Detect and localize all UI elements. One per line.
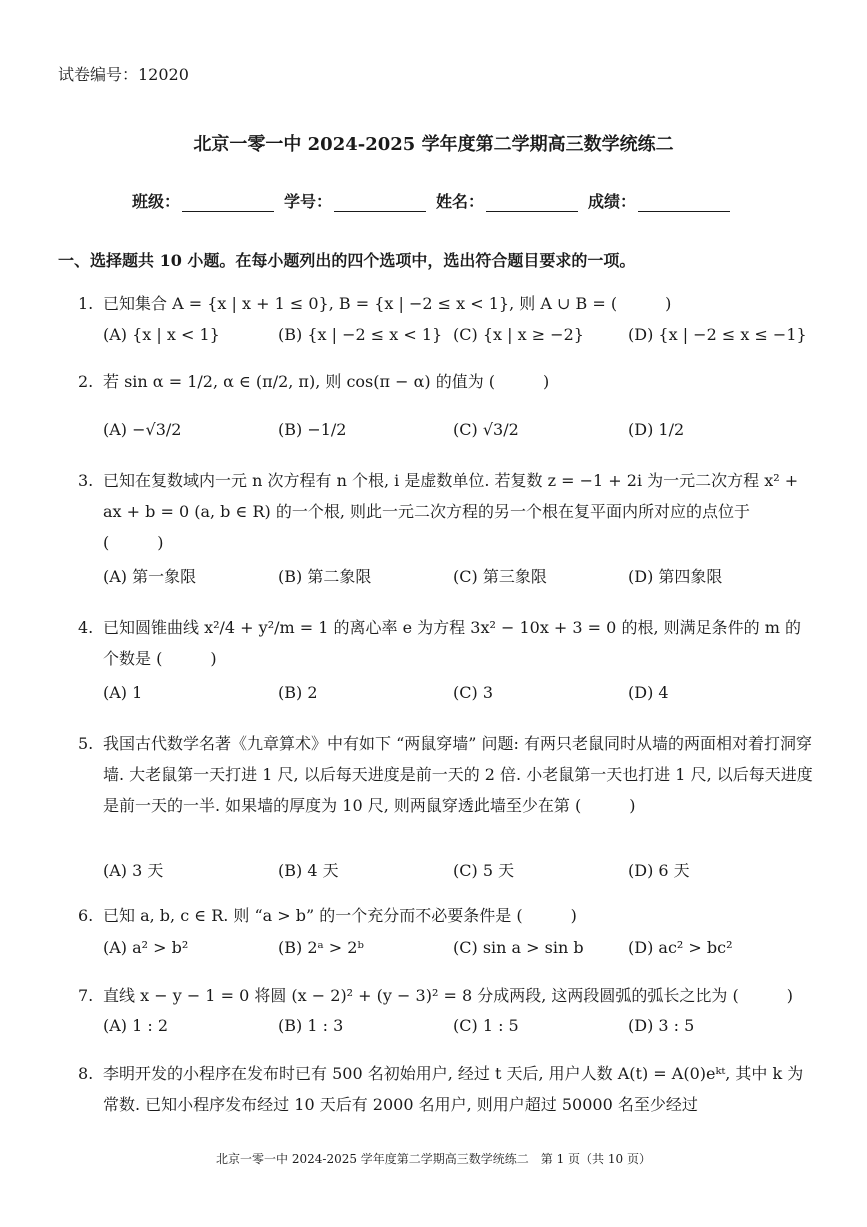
question-4 bbox=[78, 612, 813, 674]
question-3 bbox=[78, 465, 813, 558]
question-stem: 已知集合 A = {x | x + 1 ≤ 0}, B = {x | −2 ≤ x < 1}, 则 A ∪ B = ( ) bbox=[103, 294, 672, 313]
option-d: (D) 3 : 5 bbox=[628, 1016, 695, 1035]
question-number: 6. bbox=[78, 906, 94, 925]
student-id-label: 学号： bbox=[284, 192, 333, 211]
question-stem: 若 sin α = 1/2, α ∈ (π/2, π), 则 cos(π − α) 的值为 ( ) bbox=[103, 372, 550, 391]
question-8 bbox=[78, 1058, 813, 1120]
option-c: (C) 1 : 5 bbox=[453, 1016, 519, 1035]
question-4-options bbox=[103, 683, 823, 707]
question-3-options bbox=[103, 564, 823, 588]
page-footer: 北京一零一中 2024-2025 学年度第二学期高三数学统练二 第 1 页（共 10 页） bbox=[216, 1152, 651, 1166]
option-c: (C) 3 bbox=[453, 683, 493, 702]
option-b: (B) 2 bbox=[278, 683, 318, 702]
option-c: (C) √3/2 bbox=[453, 420, 519, 439]
option-a: (A) {x | x < 1} bbox=[103, 325, 220, 344]
name-blank bbox=[486, 195, 578, 212]
section-heading: 一、选择题共 10 小题。在每小题列出的四个选项中，选出符合题目要求的一项。 bbox=[58, 251, 636, 270]
question-number: 4. bbox=[78, 618, 94, 637]
option-b: (B) 第二象限 bbox=[278, 567, 372, 586]
option-a: (A) −√3/2 bbox=[103, 420, 182, 439]
class-blank bbox=[182, 195, 274, 212]
option-a: (A) a² > b² bbox=[103, 938, 189, 957]
option-b: (B) 4 天 bbox=[278, 861, 339, 880]
option-c: (C) sin a > sin b bbox=[453, 938, 584, 957]
question-2-options bbox=[103, 420, 823, 444]
option-c: (C) 第三象限 bbox=[453, 567, 547, 586]
score-blank bbox=[638, 195, 730, 212]
option-d: (D) {x | −2 ≤ x ≤ −1} bbox=[628, 325, 807, 344]
class-label: 班级： bbox=[132, 192, 181, 211]
question-5 bbox=[78, 728, 813, 821]
page-title: 北京一零一中 2024-2025 学年度第二学期高三数学统练二 bbox=[193, 134, 674, 155]
option-a: (A) 3 天 bbox=[103, 861, 164, 880]
question-2 bbox=[78, 366, 813, 397]
option-b: (B) 1 : 3 bbox=[278, 1016, 344, 1035]
option-a: (A) 第一象限 bbox=[103, 567, 197, 586]
student-info-fields bbox=[132, 189, 740, 212]
option-d: (D) ac² > bc² bbox=[628, 938, 733, 957]
option-a: (A) 1 bbox=[103, 683, 143, 702]
question-5-options bbox=[103, 858, 823, 882]
option-c: (C) {x | x ≥ −2} bbox=[453, 325, 584, 344]
question-stem: 已知圆锥曲线 x²/4 + y²/m = 1 的离心率 e 为方程 3x² − 10x + 3 = 0 的根, 则满足条件的 m 的个数是 ( ) bbox=[103, 618, 801, 668]
exam-serial-number: 试卷编号：12020 bbox=[58, 65, 189, 84]
question-number: 5. bbox=[78, 734, 94, 753]
question-7-options bbox=[103, 1016, 823, 1040]
question-1 bbox=[78, 288, 813, 319]
name-label: 姓名： bbox=[436, 192, 485, 211]
question-6 bbox=[78, 900, 813, 931]
option-c: (C) 5 天 bbox=[453, 861, 515, 880]
option-b: (B) 2ᵃ > 2ᵇ bbox=[278, 938, 364, 957]
question-number: 2. bbox=[78, 372, 94, 391]
question-6-options bbox=[103, 938, 823, 962]
question-stem: 已知 a, b, c ∈ R. 则 “a > b” 的一个充分而不必要条件是 ( ) bbox=[103, 906, 577, 925]
option-b: (B) −1/2 bbox=[278, 420, 347, 439]
question-stem: 直线 x − y − 1 = 0 将圆 (x − 2)² + (y − 3)² = 8 分成两段, 这两段圆弧的弧长之比为 ( ) bbox=[103, 986, 793, 1005]
question-number: 8. bbox=[78, 1064, 94, 1083]
question-stem: 我国古代数学名著《九章算术》中有如下 “两鼠穿墙” 问题: 有两只老鼠同时从墙的两面相对着打洞穿墙. 大老鼠第一天打进 1 尺, 以后每天进度是前一天的 2 倍. 小老鼠第一天也打进 1 尺, 以后每天进度是前一天的一半. 如果墙的厚度为 10 尺, 则两鼠穿透此墙至少在第 ( ) bbox=[103, 734, 813, 815]
option-a: (A) 1 : 2 bbox=[103, 1016, 169, 1035]
student-id-blank bbox=[334, 195, 426, 212]
question-number: 3. bbox=[78, 471, 94, 490]
question-stem: 李明开发的小程序在发布时已有 500 名初始用户, 经过 t 天后, 用户人数 A(t) = A(0)eᵏᵗ, 其中 k 为常数. 已知小程序发布经过 10 天后有 2000 名用户, 则用户超过 50000 名至少经过 bbox=[103, 1064, 804, 1114]
question-stem: 已知在复数域内一元 n 次方程有 n 个根, i 是虚数单位. 若复数 z = −1 + 2i 为一元二次方程 x² + ax + b = 0 (a, b ∈ R) 的一个根, 则此一元二次方程的另一个根在复平面内所对应的点位于 ( ) bbox=[103, 471, 799, 552]
question-1-options bbox=[103, 325, 823, 349]
option-d: (D) 第四象限 bbox=[628, 567, 723, 586]
question-7 bbox=[78, 980, 813, 1011]
question-number: 1. bbox=[78, 294, 94, 313]
option-d: (D) 6 天 bbox=[628, 861, 690, 880]
option-d: (D) 1/2 bbox=[628, 420, 685, 439]
option-d: (D) 4 bbox=[628, 683, 669, 702]
score-label: 成绩： bbox=[588, 192, 637, 211]
option-b: (B) {x | −2 ≤ x < 1} bbox=[278, 325, 443, 344]
question-number: 7. bbox=[78, 986, 94, 1005]
